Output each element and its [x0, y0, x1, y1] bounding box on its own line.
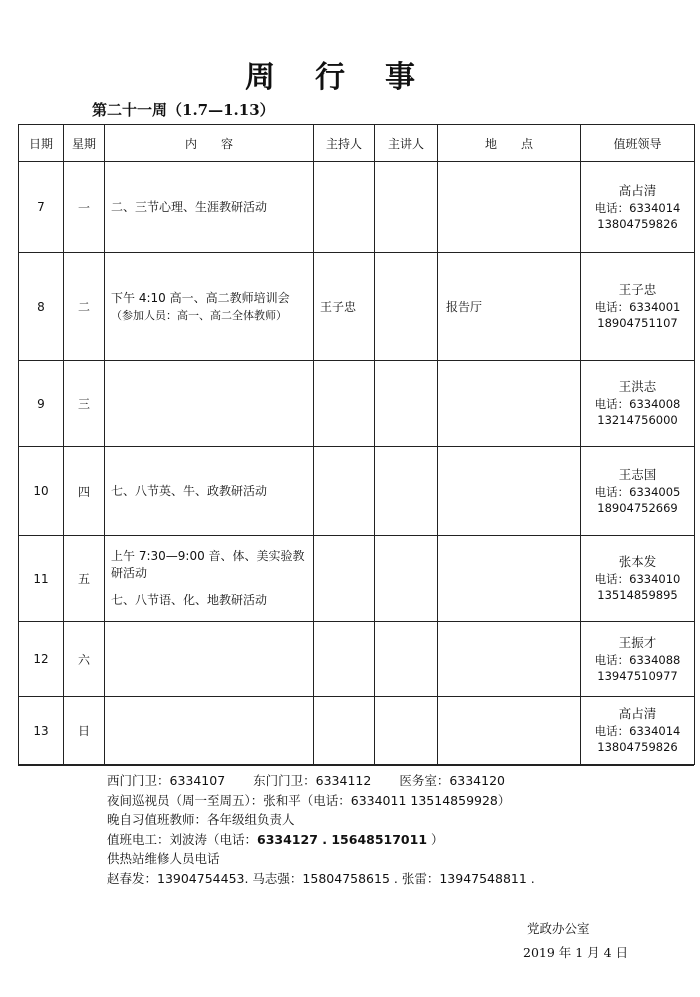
host-cell	[314, 447, 375, 536]
leader-tel: 电话：6334088	[594, 652, 681, 667]
leader-cell	[581, 697, 695, 765]
date-cell: 8	[19, 253, 64, 361]
weekday-cell: 二	[64, 253, 105, 361]
place-cell	[438, 162, 581, 253]
heating-title: 供热站维修人员电话	[107, 851, 220, 866]
east-gate-phone: 东门门卫：6334112	[253, 773, 372, 788]
content-line: 下午 4:10 高一、高二教师培训会	[111, 290, 290, 305]
leader-name: 王志国	[618, 466, 657, 482]
west-gate-phone: 西门门卫：6334107	[107, 773, 226, 788]
place-cell	[438, 447, 581, 536]
column-header: 星期	[64, 125, 105, 162]
speaker-cell	[375, 697, 438, 765]
content-cell	[105, 622, 314, 697]
week-label: 第二十一周（1.7—1.13）	[92, 101, 275, 119]
host-cell	[314, 622, 375, 697]
date-cell: 13	[19, 697, 64, 765]
host-cell	[314, 361, 375, 447]
host-cell	[314, 536, 375, 622]
table-row	[19, 536, 695, 622]
date-cell: 9	[19, 361, 64, 447]
leader-name: 王振才	[618, 634, 657, 650]
leader-mobile: 13214756000	[597, 413, 678, 427]
date-cell: 7	[19, 162, 64, 253]
content-line: 二、三节心理、生涯教研活动	[111, 199, 268, 214]
content-cell	[105, 697, 314, 765]
speaker-cell	[375, 162, 438, 253]
content-line: 七、八节语、化、地教研活动	[111, 593, 268, 607]
column-header: 内 容	[105, 125, 314, 162]
column-header: 主讲人	[375, 125, 438, 162]
content-cell	[105, 536, 314, 622]
column-header: 主持人	[314, 125, 375, 162]
place-cell	[438, 622, 581, 697]
leader-tel: 电话：6334001	[594, 300, 681, 314]
weekday-cell: 一	[64, 162, 105, 253]
schedule-table	[18, 124, 695, 765]
contact-info	[107, 771, 687, 888]
table-row	[19, 447, 695, 536]
gate-phones	[107, 771, 687, 791]
table-row	[19, 253, 695, 361]
host-cell	[314, 697, 375, 765]
night-patrol: 夜间巡视员（周一至周五）：张和平（电话：6334011 13514859928）	[107, 792, 511, 808]
electrician-phone: 6334127 . 15648517011	[257, 831, 428, 847]
leader-tel: 电话：6334010	[594, 572, 681, 586]
speaker-cell	[375, 622, 438, 697]
leader-mobile: 18904751107	[597, 316, 678, 330]
leader-tel: 电话：6334008	[594, 397, 681, 411]
speaker-cell	[375, 536, 438, 622]
leader-name: 高占清	[618, 182, 657, 198]
clinic-phone: 医务室：6334120	[399, 773, 505, 788]
content-sub-line: （参加人员：高一、高二全体教师）	[111, 308, 287, 322]
place-cell	[438, 361, 581, 447]
leader-cell	[581, 536, 695, 622]
weekday-cell: 六	[64, 622, 105, 697]
leader-mobile: 13514859895	[597, 588, 678, 602]
place-cell	[438, 697, 581, 765]
issue-date: 2019 年 1 月 4 日	[523, 945, 629, 960]
table-row	[19, 361, 695, 447]
host-cell: 王子忠	[314, 253, 375, 361]
weekday-cell: 四	[64, 447, 105, 536]
leader-mobile: 13947510977	[597, 668, 678, 683]
speaker-cell	[375, 447, 438, 536]
table-row	[19, 162, 695, 253]
content-cell	[105, 361, 314, 447]
date-cell: 12	[19, 622, 64, 697]
table-header-row	[19, 125, 695, 162]
place-cell: 报告厅	[438, 253, 581, 361]
weekday-cell: 五	[64, 536, 105, 622]
weekday-cell: 三	[64, 361, 105, 447]
date-cell: 10	[19, 447, 64, 536]
page-title: 周行事	[245, 60, 455, 95]
leader-cell	[581, 361, 695, 447]
table-row	[19, 622, 695, 697]
heating-phones: 赵春发：13904754453. 马志强：15804758615 . 张雷：13947548811 .	[107, 870, 535, 886]
content-line: 七、八节英、牛、政教研活动	[111, 483, 268, 498]
content-cell	[105, 162, 314, 253]
leader-tel: 电话：6334014	[594, 724, 681, 738]
leader-name: 王洪志	[618, 379, 657, 394]
content-cell	[105, 447, 314, 536]
date-cell: 11	[19, 536, 64, 622]
issuing-office: 党政办公室	[527, 921, 590, 936]
speaker-cell	[375, 253, 438, 361]
speaker-cell	[375, 361, 438, 447]
leader-mobile: 13804759826	[597, 216, 678, 231]
leader-name: 张本发	[618, 554, 657, 569]
leader-tel: 电话：6334005	[594, 484, 681, 499]
leader-cell	[581, 162, 695, 253]
leader-mobile: 18904752669	[597, 500, 678, 515]
leader-name: 高占清	[618, 706, 657, 721]
place-cell	[438, 536, 581, 622]
column-header: 值班领导	[581, 125, 695, 162]
divider	[18, 765, 694, 769]
leader-mobile: 13804759826	[597, 740, 678, 754]
leader-cell	[581, 253, 695, 361]
weekday-cell: 日	[64, 697, 105, 765]
content-line: 上午 7:30—9:00 音、体、美实验教研活动	[111, 549, 305, 580]
host-cell	[314, 162, 375, 253]
leader-cell	[581, 622, 695, 697]
evening-study-duty: 晚自习值班教师：各年级组负责人	[107, 812, 295, 827]
column-header: 地 点	[438, 125, 581, 162]
content-cell	[105, 253, 314, 361]
leader-tel: 电话：6334014	[594, 200, 681, 215]
electrician-duty: 值班电工：刘波涛（电话：6334127 . 15648517011 ）	[107, 831, 444, 847]
column-header: 日期	[19, 125, 64, 162]
leader-name: 王子忠	[618, 282, 657, 297]
leader-cell	[581, 447, 695, 536]
table-row	[19, 697, 695, 765]
